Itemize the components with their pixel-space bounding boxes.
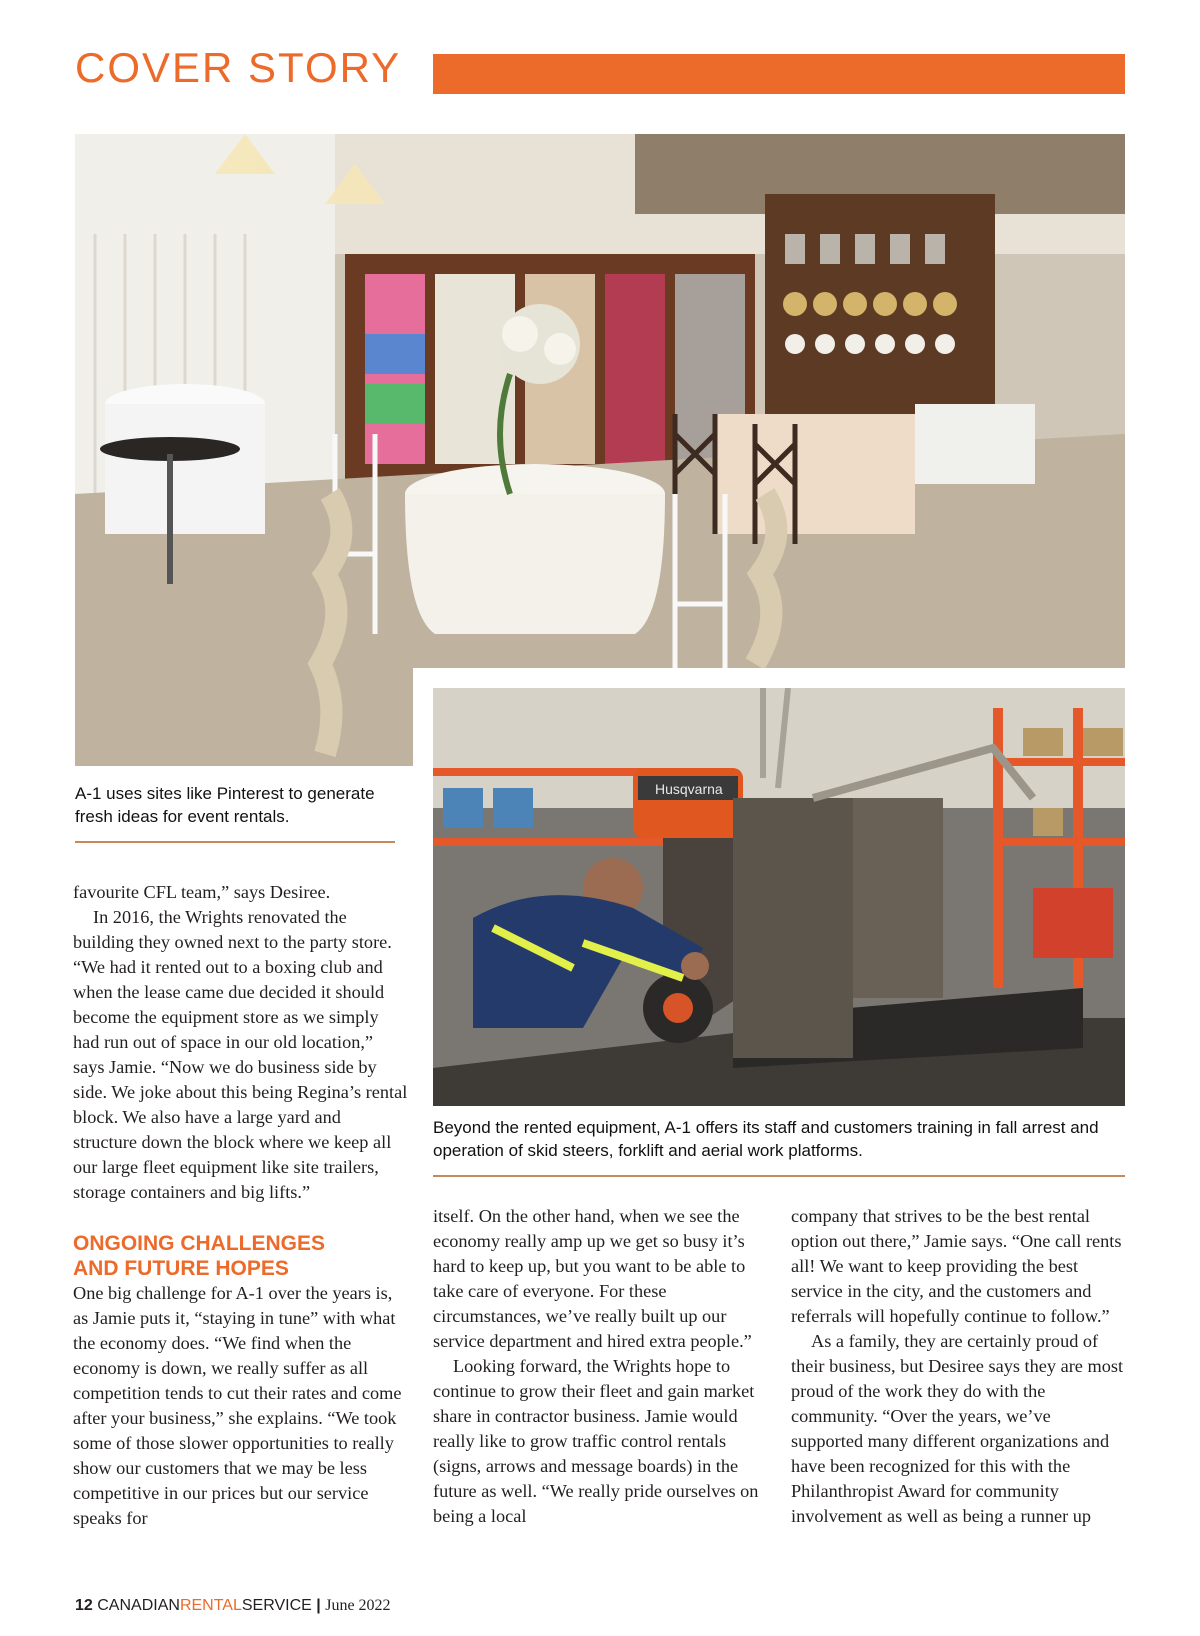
magazine-name-part: SERVICE [241,1597,312,1614]
page-footer [75,1597,391,1615]
article-column-3 [791,1204,1126,1529]
husqvarna-label: Husqvarna [655,781,723,797]
issue-date: June 2022 [325,1597,391,1614]
section-subhead [73,1231,408,1281]
showroom-photo-illustration [75,134,1125,766]
body-paragraph: company that strives to be the best rental option out there,” Jamie says. “One call rents all! We want to keep providing the best service in the city, and the customers and referrals will hopefully continue to follow.” [791,1206,1122,1326]
workshop-photo [433,688,1125,1106]
footer-separator: | [316,1597,321,1614]
workshop-photo-caption: Beyond the rented equipment, A-1 offers its staff and customers training in fall arrest and operation of skid steers, forklift and aerial work platforms. [433,1118,1099,1160]
body-paragraph: One big challenge for A-1 over the years is, as Jamie puts it, “staying in tune” with what the economy does. “We find when the economy is down, we really suffer as all competition tends to cut their rates and come after your business,” she explains. “We took some of those slower opportunities to really show our customers that we may be less competitive in our prices but our service speaks for [73,1283,402,1528]
body-paragraph: Looking forward, the Wrights hope to continue to grow their fleet and gain market share in contractor business. Jamie would really like to grow traffic control rentals (signs, arrows and message boards) in the future as well. “We really pride ourselves on being a local [433,1356,759,1526]
subhead-line: ONGOING CHALLENGES [73,1232,326,1255]
article-column-2 [433,1204,763,1529]
body-paragraph: In 2016, the Wrights renovated the building they owned next to the party store. “We had it rented out to a boxing club and when the lease came due decided it should become the equipment store as we simply had run out of space in our old location,” says Jamie. “Now we do business side by side. We joke about this being Regina’s rental block. We also have a large yard and structure down the block where we keep all our large fleet equipment like site trailers, storage containers and big lifts.” [73,907,408,1202]
magazine-name [97,1597,312,1614]
showroom-photo-caption: A-1 uses sites like Pinterest to generate fresh ideas for event rentals. [75,784,375,826]
section-title-bar [433,54,1125,94]
showroom-photo [75,134,1125,766]
body-paragraph: itself. On the other hand, when we see the economy really amp up we get so busy it’s hard to keep up, but you want to be able to take care of everyone. For these circumstances, we’ve really built up our service department and hired extra people.” [433,1206,752,1351]
section-title: COVER STORY [75,44,402,91]
article-column-1 [73,880,408,1531]
body-paragraph: favourite CFL team,” says Desiree. [73,882,331,902]
caption-rule [75,841,395,843]
workshop-photo-illustration [433,688,1125,1106]
caption-rule [433,1175,1125,1177]
page-number: 12 [75,1597,93,1614]
magazine-name-part: RENTAL [179,1597,242,1614]
subhead-line: AND FUTURE HOPES [73,1257,289,1280]
body-paragraph: As a family, they are certainly proud of their business, but Desiree says they are most proud of the work they do with the community. “Over the years, we’ve supported many different organizations and have been recognized for this with the Philanthropist Award for community involvement as well as being a runner up [791,1331,1124,1526]
magazine-name-part: CANADIAN [97,1597,180,1614]
